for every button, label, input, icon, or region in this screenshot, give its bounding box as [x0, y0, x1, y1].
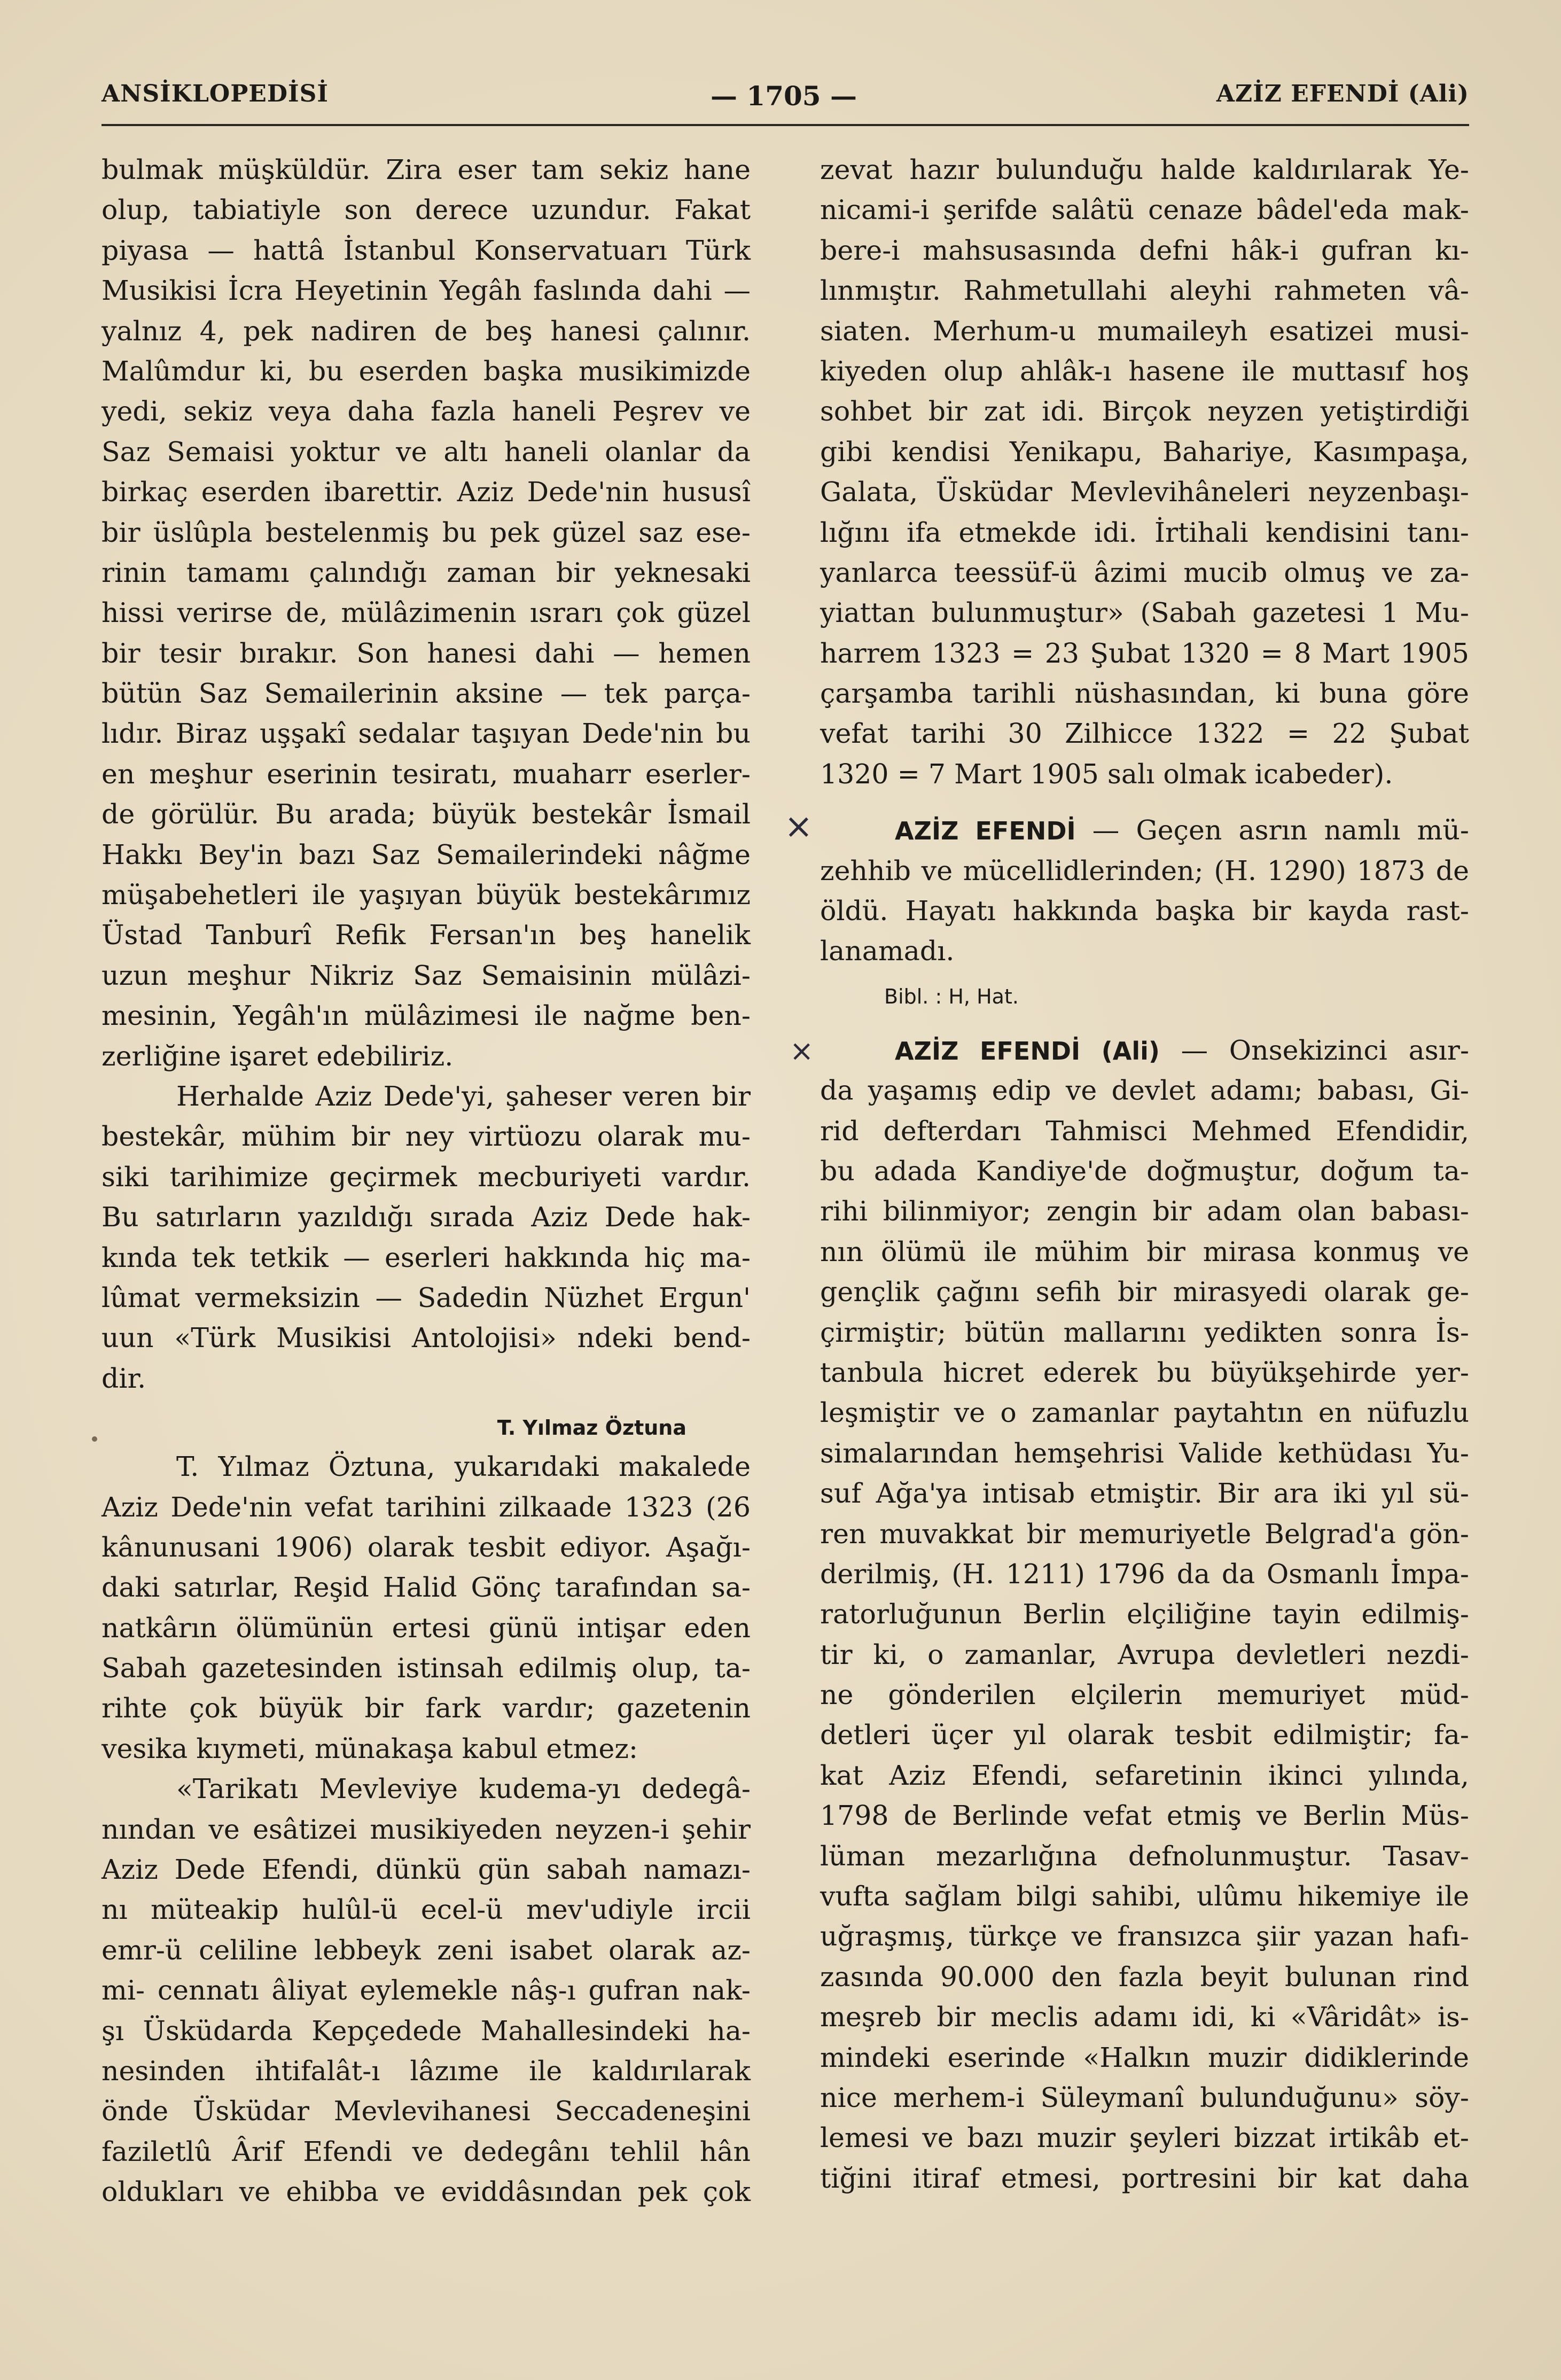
text-line: nın ölümü ile mühim bir mirasa konmuş ve [820, 1235, 1469, 1267]
text-line: oldukları ve ehibba ve eviddâsından pek çok [102, 2176, 751, 2208]
text-line: lüman mezarlığına defnolunmuştur. Tasav- [820, 1840, 1469, 1872]
text-line: simalarından hemşehrisi Valide kethüdası Yu- [820, 1437, 1469, 1469]
text-line: müşabehetleri ile yaşıyan büyük bestekârımız [102, 879, 751, 911]
text-line: zasında 90.000 den fazla beyit bulunan rind [820, 1961, 1469, 1993]
text-line: bulmak müşküldür. Zira eser tam sekiz hane [102, 154, 751, 185]
text-line: mi- cennatı âliyat eylemekle nâş-ı gufran nak- [102, 1974, 751, 2006]
text-line: lınmıştır. Rahmetullahi aleyhi rahmeten vâ- [820, 275, 1469, 307]
text-line: T. Yılmaz Öztuna, yukarıdaki makalede [176, 1451, 751, 1483]
text-line: Galata, Üsküdar Mevlevihâneleri neyzenbaşı- [820, 476, 1469, 508]
text-line: Malûmdur ki, bu eserden başka musikimizde [102, 355, 751, 387]
right-column [820, 150, 1469, 2198]
text-line: yalnız 4, pek nadiren de beş hanesi çalınır. [102, 315, 751, 347]
text-line: şı Üsküdarda Kepçedede Mahallesindeki ha- [102, 2015, 751, 2047]
text-line: bir üslûpla bestelenmiş bu pek güzel saz ese- [102, 516, 751, 548]
text-line: suf Ağa'ya intisab etmiştir. Bir ara iki yıl sü- [820, 1477, 1469, 1510]
text-line: gençlik çağını sefih bir mirasyedi olarak ge- [820, 1276, 1469, 1308]
entry-title: AZİZ EFENDİ (Ali) [895, 1036, 1160, 1065]
text-line: Musikisi İcra Heyetinin Yegâh faslında dahi — [102, 275, 751, 307]
text-line: detleri üçer yıl olarak tesbit edilmiştir; fa- [820, 1719, 1469, 1751]
text-line: lanamadı. [820, 935, 955, 967]
text-line: Aziz Dede Efendi, dünkü gün sabah namazı- [102, 1854, 751, 1886]
text-line: de görülür. Bu arada; büyük bestekâr İsmail [102, 798, 751, 830]
text-line: rinin tamamı çalındığı zaman bir yeknesaki [102, 556, 751, 588]
text-line: tir ki, o zamanlar, Avrupa devletleri nezdi- [820, 1638, 1469, 1670]
entry-spacer [820, 794, 1469, 810]
text-line: tanbula hicret ederek bu büyükşehirde yer- [820, 1356, 1469, 1388]
text-line: vufta sağlam bilgi sahibi, ulûmu hikemiye ile [820, 1880, 1469, 1912]
text-line: uğraşmış, türkçe ve fransızca şiir yazan hafı- [820, 1920, 1469, 1953]
text-line: önde Üsküdar Mevlevihanesi Seccadeneşini [102, 2095, 751, 2127]
text-line: rihi bilinmiyor; zengin bir adam olan babası- [820, 1195, 1469, 1227]
text-line: «Tarikatı Mevleviye kudema-yı dedegâ- [176, 1773, 751, 1805]
text-line: çarşamba tarihli nüshasından, ki buna göre [820, 678, 1469, 710]
text-line: natkârın ölümünün ertesi günü intişar eden [102, 1612, 751, 1644]
text-line: ratorluğunun Berlin elçiliğine tayin edilmiş- [820, 1598, 1469, 1630]
text-line: daki satırlar, Reşid Halid Gönç tarafından sa- [102, 1572, 751, 1604]
text-line: ne gönderilen elçilerin memuriyet müd- [820, 1679, 1469, 1711]
page-header [102, 80, 1469, 118]
text-line: öldü. Hayatı hakkında başka bir kayda rast- [820, 895, 1469, 927]
text-line: lemesi ve bazı muzir şeyleri bizzat irtikâb et- [820, 2122, 1469, 2154]
text-line: uun «Türk Musikisi Antolojisi» ndeki bend- [102, 1322, 751, 1354]
text-line: bere-i mahsusasında defni hâk-i gufran kı- [820, 234, 1469, 266]
text-line: olup, tabiatiyle son derece uzundur. Fakat [102, 194, 751, 226]
text-line: bu adada Kandiye'de doğmuştur, doğum ta- [820, 1155, 1469, 1187]
text-line: siki tarihimize geçirmek mecburiyeti vardır. [102, 1161, 751, 1193]
text-line: nicami-i şerifde salâtü cenaze bâdel'eda mak- [820, 194, 1469, 226]
text-line: Üstad Tanburî Refik Fersan'ın beş hanelik [102, 919, 751, 951]
text-line: harrem 1323 = 23 Şubat 1320 = 8 Mart 1905 [820, 637, 1469, 669]
text-line: Bu satırların yazıldığı sırada Aziz Dede hak- [102, 1201, 751, 1233]
text-line: lıdır. Biraz uşşakî sedalar taşıyan Dede'nin bu [102, 718, 751, 750]
text-line: yiattan bulunmuştur» (Sabah gazetesi 1 Mu- [820, 597, 1469, 629]
text-line: lığını ifa etmekde idi. İrtihali kendisini tanı- [820, 516, 1469, 548]
text-line: en meşhur eserinin tesiratı, muaharr eserler- [102, 758, 751, 790]
bibliography: Bibl. : H, Hat. [884, 984, 1019, 1008]
text-line: Aziz Dede'nin vefat tarihini zilkaade 1323 (26 [102, 1491, 751, 1523]
entry-title: AZİZ EFENDİ [895, 816, 1076, 846]
text-line: rid defterdarı Tahmisci Mehmed Efendidir, [820, 1115, 1469, 1147]
text-line: vesika kıymeti, münakaşa kabul etmez: [102, 1732, 638, 1764]
text-line: yanlarca teessüf-ü âzimi mucib olmuş ve za- [820, 556, 1469, 588]
text-line: mesinin, Yegâh'ın mülâzimesi ile nağme ben- [102, 1000, 751, 1032]
text-line: dir. [102, 1362, 146, 1394]
text-line: hissi verirse de, mülâzimenin ısrarı çok güzel [102, 597, 751, 629]
margin-x-mark: × [790, 1034, 814, 1068]
text-line: Saz Semaisi yoktur ve altı haneli olanlar da [102, 435, 751, 468]
text-line: mindeki eserinde «Halkın muzir didiklerinde [820, 2041, 1469, 2073]
text-line: Hakkı Bey'in bazı Saz Semailerindeki nâğme [102, 838, 751, 870]
text-line: yedi, sekiz veya daha fazla haneli Peşrev ve [102, 395, 751, 427]
entry-heading-line [820, 810, 1469, 850]
text-line: siaten. Merhum-u mumaileyh esatizei musi- [820, 315, 1469, 347]
text-line: birkaç eserden ibarettir. Aziz Dede'nin hususî [102, 476, 751, 508]
text-line: meşreb bir meclis adamı idi, ki «Vâridât» is- [820, 2001, 1469, 2033]
header-entry-title: AZİZ EFENDİ (Ali) [1216, 80, 1469, 107]
text-line: nı müteakip hulûl-ü ecel-ü mev'udiyle ircii [102, 1894, 751, 1926]
text-line: kânunusani 1906) olarak tesbit ediyor. Aşağı- [102, 1531, 751, 1563]
text-line: derilmiş, (H. 1211) 1796 da da Osmanlı İmpa- [820, 1558, 1469, 1590]
text-line: uzun meşhur Nikriz Saz Semaisinin mülâzi- [102, 959, 751, 991]
text-line: zevat hazır bulunduğu halde kaldırılarak Ye- [820, 154, 1469, 185]
text-line: nice merhem-i Süleymanî bulunduğunu» söy- [820, 2081, 1469, 2113]
text-line: faziletlû Ârif Efendi ve dedegânı tehlil hân [102, 2135, 751, 2167]
text-line: lûmat vermeksizin — Sadedin Nüzhet Ergun' [102, 1281, 751, 1313]
text-line: rihte çok büyük bir fark vardır; gazetenin [102, 1692, 751, 1724]
margin-dot [92, 1436, 97, 1442]
text-line: nesinden ihtifalât-ı lâzıme ile kaldırılarak [102, 2055, 751, 2087]
text-line: da yaşamış edip ve devlet adamı; babası, Gi- [820, 1075, 1469, 1107]
text-line: Sabah gazetesinden istinsah edilmiş olup, ta- [102, 1652, 751, 1684]
text-line: kiyeden olup ahlâk-ı hasene ile muttasıf hoş [820, 355, 1469, 387]
text-line: gibi kendisi Yenikapu, Bahariye, Kasımpaşa, [820, 435, 1469, 468]
text-line: Herhalde Aziz Dede'yi, şaheser veren bir [176, 1080, 751, 1112]
text-line: kat Aziz Efendi, sefaretinin ikinci yılında, [820, 1759, 1469, 1791]
text-line: piyasa — hattâ İstanbul Konservatuarı Türk [102, 234, 751, 266]
entry-intro: — Geçen asrın namlı mü- [1075, 814, 1469, 846]
text-line: emr-ü celiline lebbeyk zeni isabet olarak az- [102, 1934, 751, 1966]
header-rule [102, 124, 1469, 126]
text-line: ren muvakkat bir memuriyetle Belgrad'a gön- [820, 1518, 1469, 1550]
header-encyclopedia-title: ANSİKLOPEDİSİ [102, 80, 329, 107]
text-line: çirmiştir; bütün mallarını yedikten sonra İs- [820, 1316, 1469, 1348]
text-line: zehhib ve mücellidlerinden; (H. 1290) 1873 de [820, 854, 1469, 886]
text-line: bestekâr, mühim bir ney virtüozu olarak mu- [102, 1121, 751, 1153]
entry-intro: — Onsekizinci asır- [1159, 1034, 1470, 1066]
text-line: 1320 = 7 Mart 1905 salı olmak icabeder). [820, 758, 1393, 790]
text-line: leşmiştir ve o zamanlar paytahtın en nüfuzlu [820, 1397, 1469, 1429]
text-line: tiğini itiraf etmesi, portresini bir kat daha [820, 2162, 1469, 2194]
text-line: sohbet bir zat idi. Birçok neyzen yetiştirdiği [820, 395, 1469, 427]
entry-spacer [820, 1020, 1469, 1030]
entry-heading-line [820, 1030, 1469, 1070]
author-signature: T. Yılmaz Öztuna [497, 1416, 686, 1440]
text-line: bütün Saz Semailerinin aksine — tek parça- [102, 678, 751, 710]
text-line: vefat tarihi 30 Zilhicce 1322 = 22 Şubat [820, 718, 1469, 750]
page-number: — 1705 — [711, 80, 857, 112]
margin-x-mark: × [784, 807, 813, 846]
text-line: zerliğine işaret edebiliriz. [102, 1040, 454, 1072]
text-line: nından ve esâtizei musikiyeden neyzen-i şehir [102, 1813, 751, 1845]
text-line: bir tesir bırakır. Son hanesi dahi — hemen [102, 637, 751, 669]
text-line: kında tek tetkik — eserleri hakkında hiç ma- [102, 1241, 751, 1273]
left-column [102, 150, 751, 2212]
text-line: 1798 de Berlinde vefat etmiş ve Berlin Müs- [820, 1800, 1469, 1832]
